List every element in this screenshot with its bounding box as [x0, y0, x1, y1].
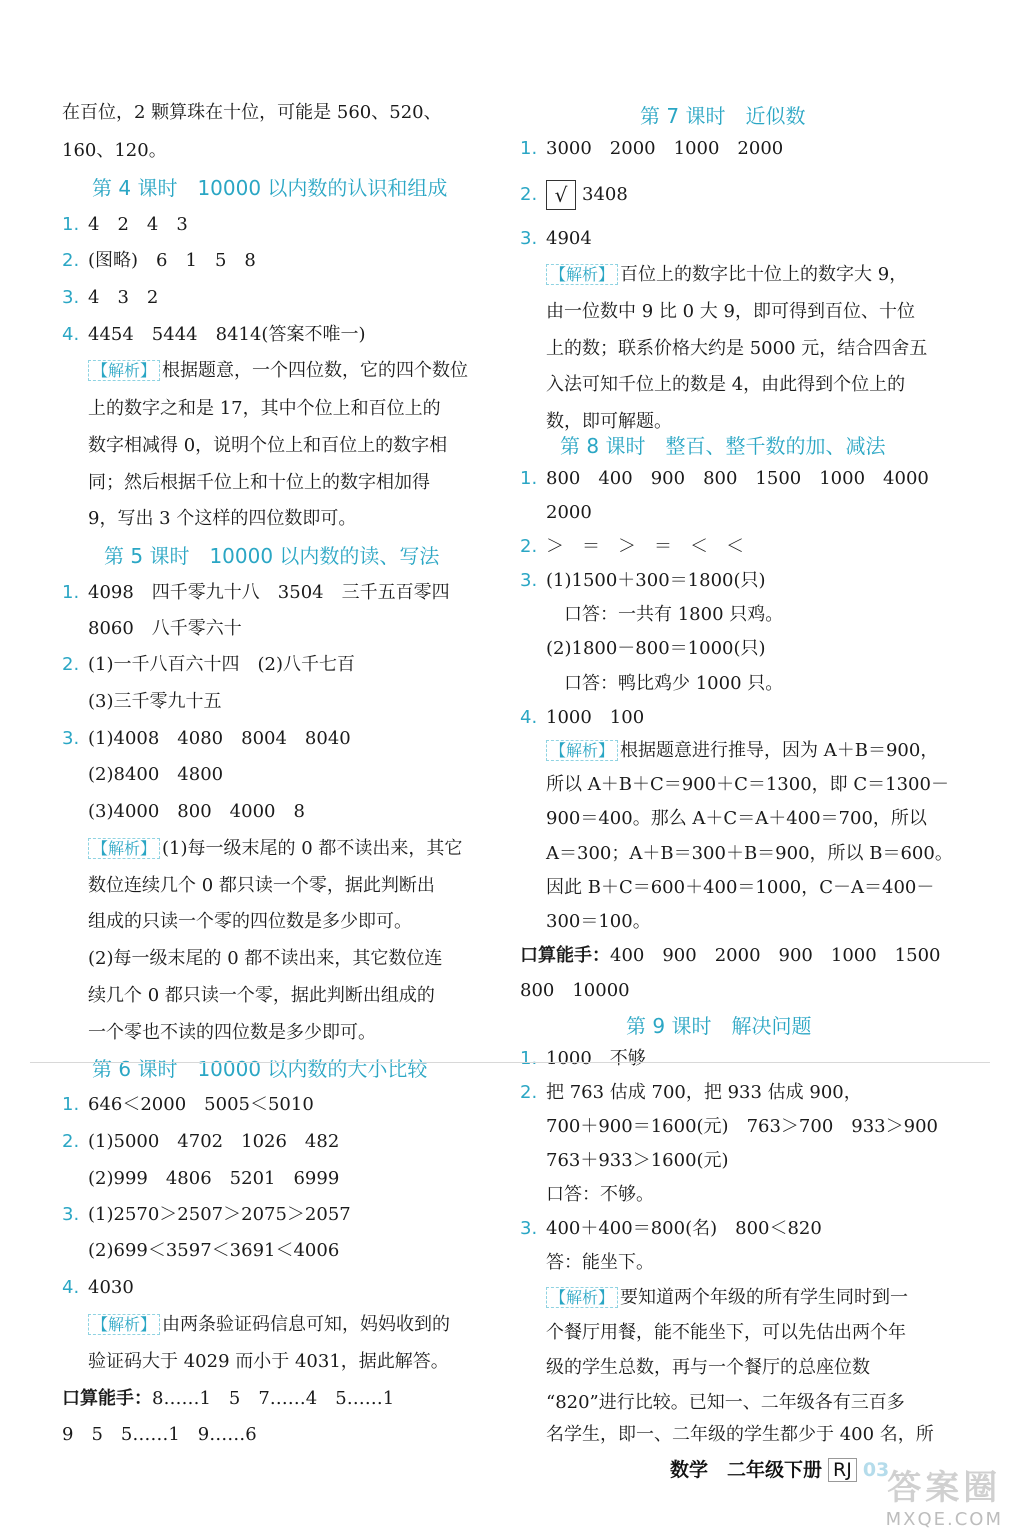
analysis-line [546, 738, 990, 764]
answer-line [520, 534, 990, 560]
question-number: 3. [62, 728, 80, 749]
question-number: 1. [520, 138, 538, 159]
lesson7-heading: 第 7 课时 近似数 [640, 104, 806, 128]
question-number: 2. [62, 654, 80, 675]
analysis-line [88, 358, 532, 384]
answer-text: 646＜2000 5005＜5010 [88, 1094, 314, 1115]
watermark-url: MXQE.COM [885, 1509, 1003, 1530]
answer-text: 8060 八千零六十 [88, 618, 242, 639]
lesson8-heading: 第 8 课时 整百、整千数的加、减法 [560, 434, 886, 458]
answer-text: 把 763 估成 700，把 933 估成 900， [546, 1082, 862, 1103]
answer-text: 800 400 900 800 1500 1000 4000 [546, 468, 929, 489]
answer-line [520, 1148, 990, 1174]
analysis-line: 组成的只读一个零的四位数是多少即可。 [88, 911, 412, 932]
answer-line [520, 180, 990, 210]
analysis-text: 要知道两个年级的所有学生同时到一 [620, 1287, 909, 1308]
answer-line [520, 226, 990, 252]
answer-text: 1000 不够 [546, 1048, 646, 1069]
analysis-line: 300＝100。 [546, 911, 651, 932]
analysis-text: 百位上的数字比十位上的数字大 9， [620, 264, 908, 285]
analysis-line: 数字相减得 0，说明个位上和百位上的数字相 [88, 435, 448, 456]
question-number: 3. [520, 1218, 538, 1239]
answer-text: 口答：鸭比鸡少 1000 只。 [546, 673, 784, 694]
answer-text: (1)5000 4702 1026 482 [88, 1131, 340, 1152]
answer-line [62, 1129, 532, 1155]
question-number: 2. [520, 1082, 538, 1103]
oral-label: 口算能手： [62, 1388, 152, 1409]
intro-line-2: 160、120。 [62, 140, 167, 161]
analysis-line: 数，即可解题。 [546, 411, 672, 432]
oral-text: 8……1 5 7……4 5……1 [152, 1388, 395, 1409]
answer-line [62, 1202, 532, 1228]
analysis-line [88, 836, 532, 862]
answer-line [62, 689, 532, 715]
question-number: 1. [520, 1048, 538, 1069]
analysis-tag: 【解析】 [88, 838, 160, 859]
answer-line [62, 616, 532, 642]
analysis-line: 名学生，即一、二年级的学生都少于 400 名，所 [546, 1424, 934, 1445]
answer-line [520, 636, 990, 662]
answer-line [62, 1275, 532, 1301]
answer-text: (1)4008 4080 8004 8040 [88, 728, 351, 749]
analysis-tag: 【解析】 [88, 1314, 160, 1335]
question-number: 4. [62, 1277, 80, 1298]
question-number: 4. [62, 324, 80, 345]
answer-line [520, 1046, 990, 1072]
answer-text: (1)2570＞2507＞2075＞2057 [88, 1204, 351, 1225]
answer-text: (2)999 4806 5201 6999 [88, 1168, 340, 1189]
page-number: 03 [862, 1459, 890, 1481]
analysis-line: 入法可知千位上的数是 4，由此得到个位上的 [546, 374, 906, 395]
analysis-line: (2)每一级末尾的 0 都不读出来，其它数位连 [88, 948, 443, 969]
answer-text: 2000 [546, 502, 592, 523]
lesson9-heading: 第 9 课时 解决问题 [626, 1014, 812, 1038]
answer-line [520, 602, 990, 628]
watermark-title: 答案圈 [887, 1468, 1002, 1508]
page-footer [670, 1455, 889, 1482]
analysis-line: 同；然后根据千位上和十位上的数字相加得 [88, 472, 430, 493]
answer-text: 3408 [582, 184, 628, 205]
answer-line [520, 1114, 990, 1140]
answer-line [62, 285, 532, 311]
analysis-line: 上的数；联系价格大约是 5000 元，结合四舍五 [546, 338, 928, 359]
oral-label: 口算能手： [520, 945, 610, 966]
answer-text: 3000 2000 1000 2000 [546, 138, 784, 159]
lesson5-heading: 第 5 课时 10000 以内数的读、写法 [104, 544, 440, 568]
answer-text: (2)1800－800＝1000(只) [546, 638, 766, 659]
analysis-line [88, 1312, 532, 1338]
answer-text: 口答：不够。 [546, 1184, 654, 1205]
question-number: 1. [62, 214, 80, 235]
answer-text: 4030 [88, 1277, 134, 1298]
answer-line [62, 580, 532, 606]
analysis-tag: 【解析】 [88, 360, 160, 381]
answer-text: 4454 5444 8414(答案不唯一) [88, 324, 366, 345]
answer-line [62, 1238, 532, 1264]
answer-line [62, 762, 532, 788]
answer-line [520, 1250, 990, 1276]
answer-line [62, 652, 532, 678]
answer-text: 口答：一共有 1800 只鸡。 [546, 604, 784, 625]
answer-line [62, 322, 532, 348]
answer-text: 答：能坐下。 [546, 1252, 654, 1273]
answer-text: 1000 100 [546, 707, 645, 728]
question-number: 2. [62, 1131, 80, 1152]
page-divider [30, 1062, 990, 1063]
question-number: 2. [62, 250, 80, 271]
oral-line [62, 1386, 532, 1412]
answer-line [62, 1166, 532, 1192]
answer-line [62, 212, 532, 238]
answer-line [520, 705, 990, 731]
answer-line [520, 671, 990, 697]
question-number: 3. [520, 570, 538, 591]
question-number: 1. [62, 582, 80, 603]
answer-line [520, 500, 990, 526]
lesson4-heading: 第 4 课时 10000 以内数的认识和组成 [92, 176, 448, 200]
question-number: 3. [62, 287, 80, 308]
answer-text: 700＋900＝1600(元) 763＞700 933＞900 [546, 1116, 938, 1137]
question-number: 1. [520, 468, 538, 489]
answer-line [520, 568, 990, 594]
answer-line [520, 136, 990, 162]
question-number: 3. [62, 1204, 80, 1225]
answer-line [62, 248, 532, 274]
question-number: 2. [520, 536, 538, 557]
analysis-text: 由两条验证码信息可知，妈妈收到的 [162, 1314, 451, 1335]
answer-text: 4098 四千零九十八 3504 三千五百零四 [88, 582, 450, 603]
analysis-text: (1)每一级末尾的 0 都不读出来，其它 [162, 838, 463, 859]
answer-line [62, 799, 532, 825]
oral-text: 400 900 2000 900 1000 1500 [610, 945, 941, 966]
answer-line [520, 1182, 990, 1208]
analysis-line: 上的数字之和是 17，其中个位上和百位上的 [88, 398, 441, 419]
oral-line: 800 10000 [520, 980, 630, 1001]
analysis-tag: 【解析】 [546, 740, 618, 761]
answer-text: 400＋400＝800(名) 800＜820 [546, 1218, 822, 1239]
analysis-line [546, 1285, 990, 1311]
analysis-text: 根据题意，一个四位数，它的四个数位 [162, 360, 469, 381]
watermark [886, 1460, 1003, 1530]
analysis-tag: 【解析】 [546, 264, 618, 285]
analysis-line [546, 262, 990, 288]
analysis-line: 一个零也不读的四位数是多少即可。 [88, 1022, 376, 1043]
answer-text: (1)1500＋300＝1800(只) [546, 570, 766, 591]
analysis-tag: 【解析】 [546, 1287, 618, 1308]
analysis-text: 根据题意进行推导，因为 A＋B＝900， [620, 740, 939, 761]
answer-text: 4 3 2 [88, 287, 159, 308]
analysis-line: 9，写出 3 个这样的四位数即可。 [88, 508, 357, 529]
footer-subject: 数学 二年级下册 [670, 1459, 823, 1481]
answer-text: (图略) 6 1 5 8 [88, 250, 256, 271]
footer-edition: RJ [828, 1458, 857, 1482]
question-number: 3. [520, 228, 538, 249]
analysis-line: 900＝400。那么 A＋C＝A＋400＝700，所以 [546, 808, 927, 829]
answer-line [520, 1080, 990, 1106]
analysis-line: 由一位数中 9 比 0 大 9，即可得到百位、十位 [546, 301, 915, 322]
answer-text: (1)一千八百六十四 (2)八千七百 [88, 654, 355, 675]
question-number: 1. [62, 1094, 80, 1115]
answer-text: 763＋933＞1600(元) [546, 1150, 729, 1171]
analysis-line: “820”进行比较。已知一、二年级各有三百多 [546, 1392, 905, 1413]
answer-line [62, 726, 532, 752]
oral-line [520, 943, 990, 969]
answer-text: ＞ ＝ ＞ ＝ ＜ ＜ [546, 536, 744, 557]
answer-text: (3)三千零九十五 [88, 691, 222, 712]
analysis-line: 数位连续几个 0 都只读一个零，据此判断出 [88, 875, 435, 896]
question-number: 4. [520, 707, 538, 728]
check-box: √ [546, 180, 576, 210]
oral-line: 9 5 5……1 9……6 [62, 1424, 257, 1445]
answer-text: 4 2 4 3 [88, 214, 188, 235]
intro-line-1: 在百位，2 颗算珠在十位，可能是 560、520、 [62, 102, 442, 123]
answer-text: (3)4000 800 4000 8 [88, 801, 305, 822]
analysis-line: 个餐厅用餐，能不能坐下，可以先估出两个年 [546, 1322, 906, 1343]
analysis-line: A＝300；A＋B＝300＋B＝900，所以 B＝600。 [546, 843, 953, 864]
analysis-line: 续几个 0 都只读一个零，据此判断出组成的 [88, 985, 435, 1006]
analysis-line: 因此 B＋C＝600＋400＝1000，C－A＝400－ [546, 877, 935, 898]
answer-line [520, 1216, 990, 1242]
question-number: 2. [520, 184, 538, 205]
analysis-line: 所以 A＋B＋C＝900＋C＝1300，即 C＝1300－ [546, 774, 949, 795]
answer-line [62, 1092, 532, 1118]
analysis-line: 验证码大于 4029 而小于 4031，据此解答。 [88, 1351, 449, 1372]
lesson6-heading: 第 6 课时 10000 以内数的大小比较 [92, 1057, 428, 1081]
answer-line [520, 466, 990, 492]
answer-text: (2)699＜3597＜3691＜4006 [88, 1240, 340, 1261]
analysis-line: 级的学生总数，再与一个餐厅的总座位数 [546, 1357, 870, 1378]
answer-text: (2)8400 4800 [88, 764, 224, 785]
answer-text: 4904 [546, 228, 592, 249]
